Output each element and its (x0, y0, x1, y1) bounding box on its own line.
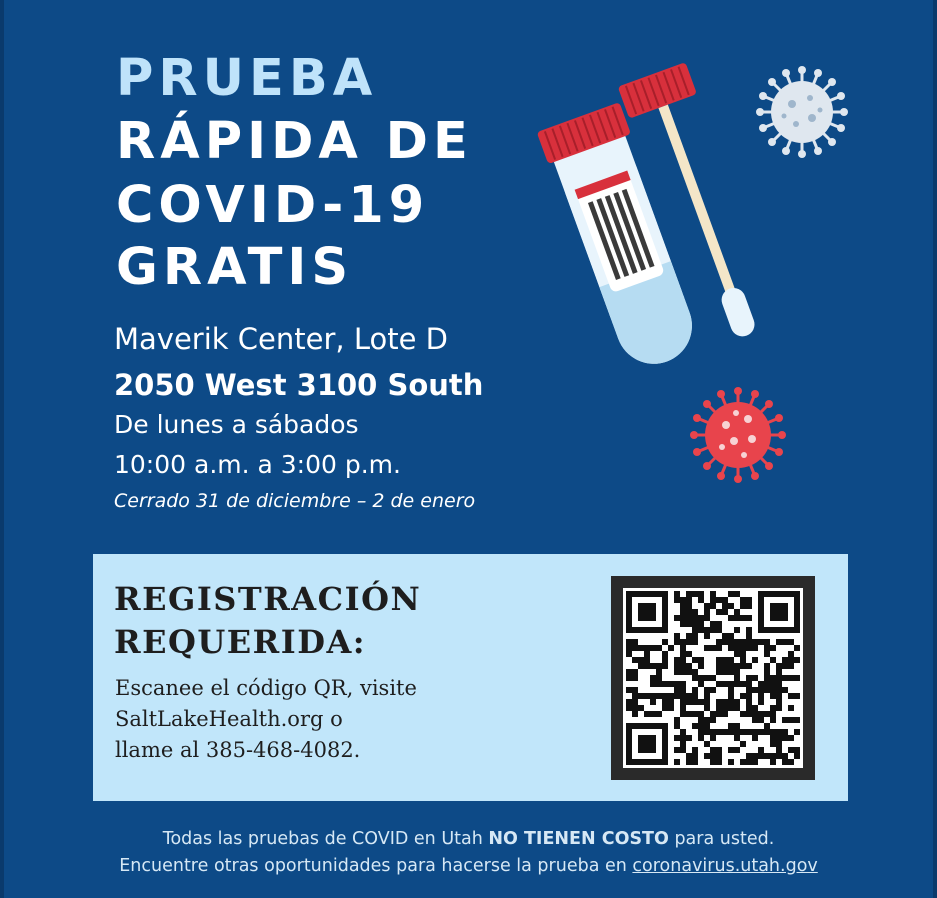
footer-text: para usted. (668, 829, 775, 849)
closed-note: Cerrado 31 de diciembre – 2 de enero (114, 490, 476, 512)
qr-code-area (623, 588, 803, 768)
qr-code-icon[interactable] (611, 576, 815, 780)
title-line-2: RÁPIDA DE (116, 112, 473, 171)
hours: 10:00 a.m. a 3:00 p.m. (114, 450, 401, 479)
registration-title-line-1: REGISTRACIÓN (114, 580, 422, 618)
registration-text-line-3: llame al 385-468-4082. (115, 738, 361, 762)
title-line-4: GRATIS (116, 238, 354, 297)
venue: Maverik Center, Lote D (114, 322, 448, 356)
registration-text-line-2: SaltLakeHealth.org o (115, 707, 343, 731)
qr-code-pattern (623, 588, 803, 768)
registration-panel (93, 554, 848, 801)
title-line-3: COVID-19 (116, 176, 430, 235)
test-tube-icon (537, 102, 709, 376)
footer-text: Todas las pruebas de COVID en Utah (162, 829, 489, 849)
footer-emphasis: NO TIENEN COSTO (488, 829, 669, 849)
virus-icon (756, 66, 848, 158)
left-edge (0, 0, 4, 898)
illustration (520, 50, 850, 490)
address: 2050 West 3100 South (114, 368, 484, 402)
footer-line-2 (0, 856, 937, 876)
title-line-1: PRUEBA (116, 49, 378, 108)
virus-icon (690, 387, 786, 483)
coronavirus-link[interactable]: coronavirus.utah.gov (632, 856, 818, 876)
right-edge (933, 0, 937, 898)
footer-text: Encuentre otras oportunidades para hacerse la prueba en (119, 856, 633, 876)
registration-text-line-1: Escanee el código QR, visite (115, 676, 417, 700)
footer-line-1 (0, 829, 937, 849)
days: De lunes a sábados (114, 410, 359, 439)
registration-title-line-2: REQUERIDA: (114, 623, 367, 661)
